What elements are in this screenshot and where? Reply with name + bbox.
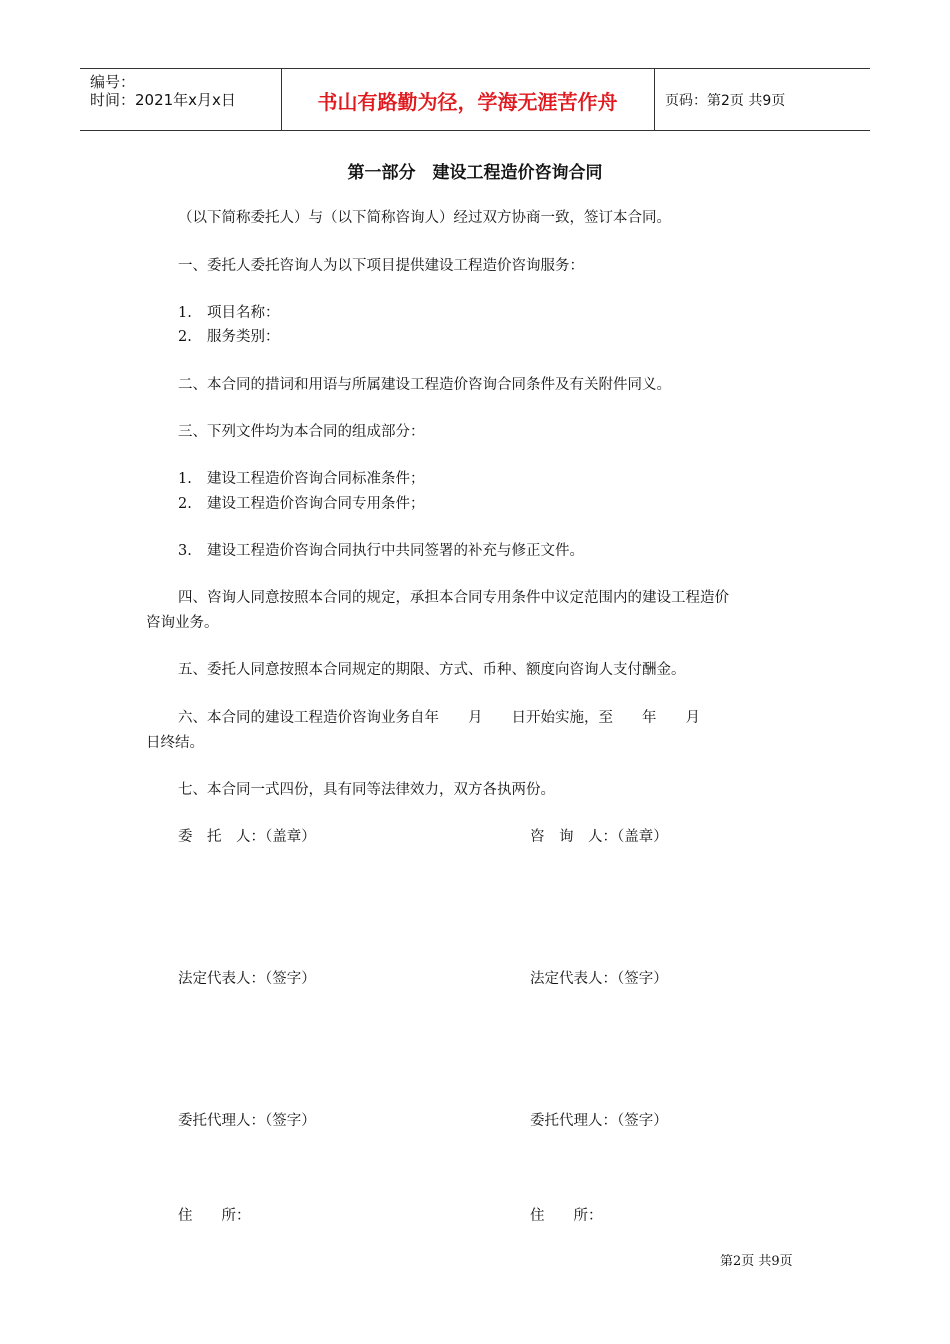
- consultant-seal-label: 咨 询 人：（盖章）: [530, 829, 668, 845]
- time-label: 时间：2021年x月x日: [90, 91, 236, 109]
- consultant-agent-label: 委托代理人：（签字）: [530, 1113, 668, 1129]
- item-text: 项目名称：: [207, 305, 280, 321]
- header-motto-cell: [281, 69, 655, 130]
- intro-paragraph: （以下简称委托人）与（以下简称咨询人）经过双方协商一致，签订本合同。: [178, 210, 671, 226]
- clause-4-line-2: 咨询业务。: [146, 615, 219, 631]
- client-agent-label: 委托代理人：（签字）: [178, 1113, 316, 1129]
- clause-2: 二、本合同的措词和用语与所属建设工程造价咨询合同条件及有关附件同义。: [178, 377, 671, 393]
- page-label: 页码：第2页 共9页: [665, 93, 786, 109]
- client-address-label: 住 所：: [178, 1208, 251, 1224]
- item-number: 1.: [178, 305, 192, 321]
- item-number: 2.: [178, 496, 192, 512]
- clause-1-item: [178, 301, 280, 322]
- consultant-address-label: 住 所：: [530, 1208, 603, 1224]
- item-text: 建设工程造价咨询合同执行中共同签署的补充与修正文件。: [207, 543, 584, 559]
- item-number: 3.: [178, 543, 192, 559]
- item-text: 建设工程造价咨询合同标准条件；: [207, 471, 425, 487]
- clause-3-item: [178, 467, 425, 488]
- serial-label: 编号：: [90, 73, 136, 91]
- consultant-legal-rep-label: 法定代表人：（签字）: [530, 971, 668, 987]
- item-number: 2.: [178, 329, 192, 345]
- clause-4-line-1: 四、咨询人同意按照本合同的规定，承担本合同专用条件中议定范围内的建设工程造价: [178, 590, 729, 606]
- motto: 书山有路勤为径，学海无涯苦作舟: [317, 90, 618, 114]
- clause-3-item: [178, 492, 425, 513]
- client-legal-rep-label: 法定代表人：（签字）: [178, 971, 316, 987]
- clause-7: 七、本合同一式四份，具有同等法律效力，双方各执两份。: [178, 782, 555, 798]
- header-info-cell: [80, 69, 282, 130]
- clause-1: 一、委托人委托咨询人为以下项目提供建设工程造价咨询服务：: [178, 258, 584, 274]
- header-table: [80, 68, 870, 131]
- clause-6-line-1: 六、本合同的建设工程造价咨询业务自年 月 日开始实施，至 年 月: [178, 710, 700, 726]
- item-text: 服务类别：: [207, 329, 280, 345]
- clause-6-line-2: 日终结。: [146, 735, 204, 751]
- header-page-cell: [655, 69, 870, 130]
- clause-3-item: [178, 539, 584, 560]
- page-footer: 第2页 共9页: [720, 1254, 793, 1269]
- clause-1-item: [178, 325, 280, 346]
- document-title: 第一部分 建设工程造价咨询合同: [347, 163, 603, 183]
- clause-5: 五、委托人同意按照本合同规定的期限、方式、币种、额度向咨询人支付酬金。: [178, 662, 686, 678]
- item-number: 1.: [178, 471, 192, 487]
- clause-3: 三、下列文件均为本合同的组成部分：: [178, 424, 425, 440]
- client-seal-label: 委 托 人：（盖章）: [178, 829, 316, 845]
- item-text: 建设工程造价咨询合同专用条件；: [207, 496, 425, 512]
